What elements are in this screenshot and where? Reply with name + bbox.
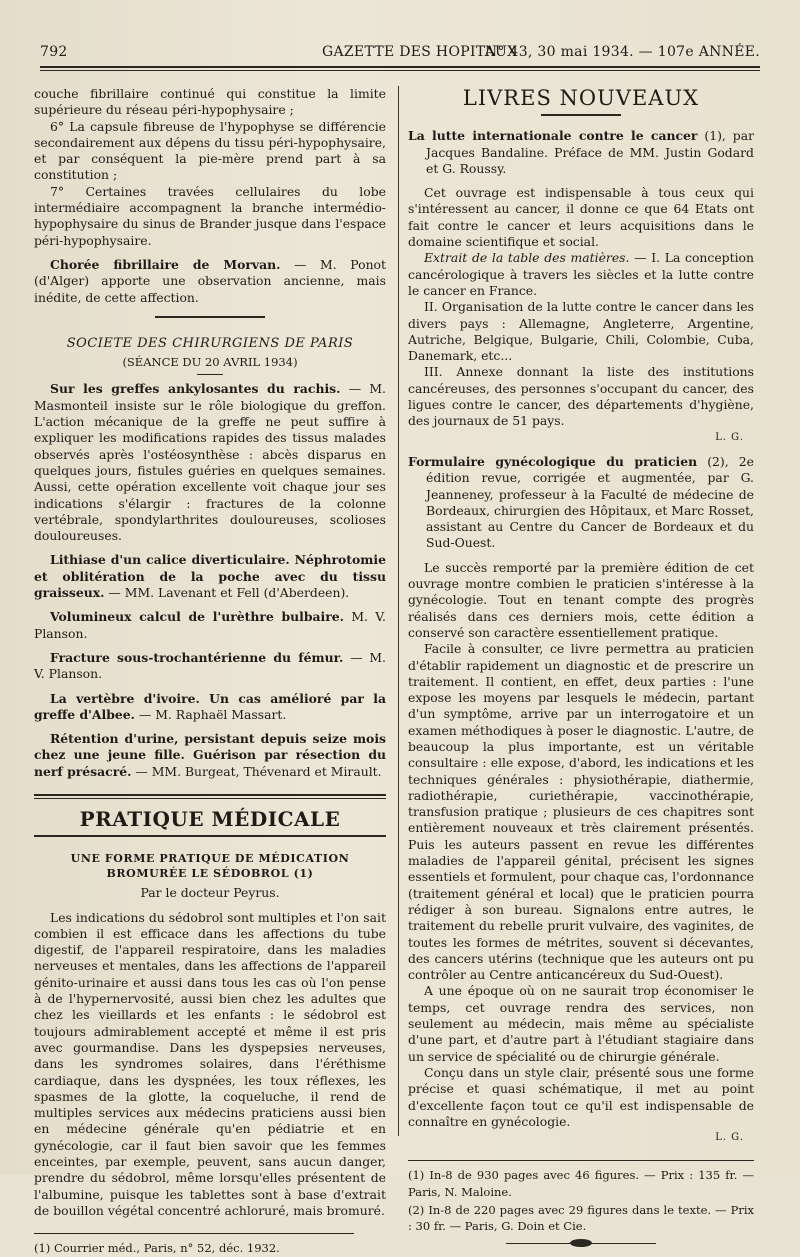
item-title: Volumineux calcul de l'urèthre bulbaire.: [50, 609, 344, 625]
double-rule: [34, 794, 386, 796]
chorde-author: — M. Ponot (d'Alger): [34, 256, 386, 289]
book-paragraph: A une époque où on ne saurait trop économiser le temps, cet ouvrage rendra des services, non seulement au médecin, mais même au spécialiste d'une part, et d'autre part à l'étudiant stagiaire dans un service de spécialité ou de chirurgie générale.: [408, 983, 754, 1064]
article-byline: Par le docteur Peyrus.: [140, 885, 280, 901]
item-text: — M. Raphaël Massart.: [134, 706, 287, 722]
issue-info: N° 43, 30 mai 1934. — 107e ANNÉE.: [484, 44, 760, 60]
society-heading: SOCIETE DES CHIRURGIENS DE PARIS: [66, 335, 354, 351]
book-reference: (1), par Jacques Bandaline. Préface de MM. Justin Godard et G. Roussy.: [426, 128, 755, 176]
session-item: [34, 691, 386, 724]
chorde-entry: [34, 257, 386, 306]
book-entry-heading: [408, 454, 754, 552]
item-text: — M. V. Planson.: [34, 649, 386, 682]
footnote-rule: [34, 1233, 354, 1234]
book-paragraph: III. Annexe donnant la liste des institutions cancéreuses, des personnes s'occupant du cancer, des ligues contre le cancer, des départements d'hygiène, des journaux de 51 pays.: [408, 364, 754, 429]
intro-paragraph: 7° Certaines travées cellulaires du lobe intermédiaire accompagnent la branche intermédio-hypophysaire du sinus de Brander jusque dans l'espace péri-hypophysaire.: [34, 183, 386, 248]
footnote: (1) Courrier méd., Paris, n° 52, déc. 1932.: [34, 1241, 280, 1256]
chorde-text: apporte une observation ancienne, mais inédite, de cette affection.: [34, 273, 386, 305]
small-rule: [197, 374, 223, 375]
book-entry-heading: [408, 128, 754, 177]
book-paragraph: II. Organisation de la lutte contre le cancer dans les divers pays : Allemagne, Angleterre, Argentine, Autriche, Belgique, Bulgarie, Chili, Colombie, Cuba, Danemark, etc...: [408, 299, 754, 364]
footnote: (2) In-8 de 220 pages avec 29 figures dans le texte. — Prix : 30 fr. — Paris, G. Doin et Cie.: [408, 1203, 754, 1234]
left-column: [34, 86, 386, 1257]
signature: L. G.: [715, 431, 744, 443]
footnote-rule: [408, 1160, 754, 1161]
double-rule-thin: [34, 798, 386, 799]
item-title: Rétention d'urine, persistant depuis seize mois chez une jeune fille. Guérison par résection du nerf présacré.: [34, 731, 386, 779]
item-title: Sur les greffes ankylosantes du rachis.: [50, 381, 341, 397]
toc-text: — I. La conception cancérologique à travers les siècles et la lutte contre le cancer en France.: [408, 250, 754, 298]
intro-paragraph: couche fibrillaire continué qui constitue la limite supérieure du réseau péri-hypophysaire ;: [34, 86, 386, 118]
item-title: La vertèbre d'ivoire. Un cas amélioré par la greffe d'Albee.: [34, 690, 386, 722]
item-text: M. V. Planson.: [34, 609, 386, 641]
book-reference: (2), 2e édition revue, corrigée et augmentée, par G. Jeanneney, professeur à la Faculté de médecine de Bordeaux, chirurgien des Hôpitaux, et Marc Rosset, assistant au Centre du Cancer de Bordeaux et du Sud-Ouest.: [426, 453, 754, 551]
toc-label: Extrait de la table des matières.: [424, 250, 630, 266]
item-title: Lithiase d'un calice diverticulaire. Néphrotomie et oblitération de la poche avec du tissu graisseux.: [34, 552, 386, 601]
item-title: Fracture sous-trochantérienne du fémur.: [50, 649, 344, 665]
page-number: 792: [40, 44, 68, 60]
footnote: (1) In-8 de 930 pages avec 46 figures. — Prix : 135 fr. — Paris, N. Maloine.: [408, 1168, 754, 1199]
book-title: La lutte internationale contre le cancer: [408, 128, 698, 144]
book-paragraph: Cet ouvrage est indispensable à tous ceux qui s'intéressent au cancer, il donne ce que 64 Etats ont fait contre le cancer et leurs acquisitions dans le domaine scientifique et social.: [408, 185, 754, 250]
book-paragraph: Facile à consulter, ce livre permettra au praticien d'établir rapidement un diagnostic et de prescrire un traitement. Il contient, en effet, deux parties : l'une expose les moyens par lesquels le médecin, partant d'un symptôme, arrive par un interrogatoire et un examen méthodiques à poser le diagnostic. L'autre, de beaucoup la plus importante, est un véritable consultaire : elle expose, d'abord, les indications et les techniques générales : physiothérapie, diathermie, radiothérapie, curiethérapie, vaccinothérapie, transfusion pratique ; plusieurs de ces chapitres sont entièrement nouveaux et très clairement présentés. Puis les auteurs passent en revue les différentes maladies de l'appareil génital, précisent les signes essentiels et formulent, pour chaque cas, l'ordonnance (traitement général et local) que le praticien pourra rédiger à son bureau. Signalons entre autres, le traitement du rebelle prurit vulvaire, des vaginites, de toutes les formes de métrites, souvent si décevantes, des cancers utérins (technique que les auteurs ont pu contrôler au Centre anticancéreux du Sud-Ouest).: [408, 641, 754, 983]
item-text: — MM. Lavenant et Fell (d'Aberdeen).: [104, 585, 350, 601]
end-ornament: [506, 1243, 656, 1244]
seance-date: (SÉANCE DU 20 AVRIL 1934): [122, 355, 298, 370]
session-item: [34, 552, 386, 601]
session-item: [34, 609, 386, 642]
section-rule: [155, 316, 265, 318]
section-title: LIVRES NOUVEAUX: [462, 86, 700, 110]
book-paragraph: [408, 250, 754, 299]
session-item: [34, 381, 386, 544]
session-item: [34, 731, 386, 780]
section-rule: [541, 114, 621, 116]
journal-name: GAZETTE DES HOPITAUX: [322, 44, 518, 60]
intro-paragraph: 6° La capsule fibreuse de l'hypophyse se différencie secondairement aux dépens du tissu péri-hypophysaire, et par conséquent la pie-mère prend part à sa constitution ;: [34, 118, 386, 183]
book-paragraph: Conçu dans un style clair, présenté sous une forme précise et quasi schématique, il met au point d'excellente façon tout ce qu'il est indispensable de connaître en gynécologie.: [408, 1064, 754, 1129]
chorde-title: Chorée fibrillaire de Morvan.: [50, 256, 281, 272]
signature: L. G.: [715, 1132, 744, 1144]
session-item: [34, 650, 386, 683]
book-paragraph: Le succès remporté par la première édition de cet ouvrage montre combien le praticien s'intéresse à la gynécologie. Tout en tenant compte des progrès réalisés dans ces derniers mois, cette édition a conservé son caractère essentiellement pratique.: [408, 559, 754, 640]
section-title: PRATIQUE MÉDICALE: [79, 806, 341, 831]
book-title: Formulaire gynécologique du praticien: [408, 453, 698, 469]
header-rule-thin: [40, 70, 760, 71]
item-text: — M. Masmonteil insiste sur le rôle biologique du greffon. L'action mécanique de la greffe ne peut suffire à expliquer les modifications rapides des tissus malades observés après l'ostéosynthèse : abcès disparus en quelques jours, fistules guéries en quelques semaines. Aussi, cette opération excellente voit chaque jour ses indications s'élargir : fractures de la colonne vertébrale, spondylarthrites douloureuses, scolioses douloureuses.: [34, 381, 386, 544]
item-text: — MM. Burgeat, Thévenard et Mirault.: [131, 763, 382, 779]
header-rule: [40, 66, 760, 68]
column-divider: [398, 86, 399, 1136]
article-text: Les indications du sédobrol sont multiples et l'on sait combien il est efficace dans les affections du tube digestif, de l'appareil respiratoire, dans les maladies nerveuses et mentales, dans les affections de l'appareil génito-urinaire et aussi dans tous les cas où l'on pense à de l'hypernervosité, aussi bien chez les adultes que chez les vieillards et les enfants : le sédobrol est toujours admirablement accepté et même il est pris avec gourmandise. Dans les dyspepsies nerveuses, dans les syndromes solaires, dans l'éréthisme cardiaque, dans les dyspnées, les toux réflexes, les spasmes de la glotte, la coqueluche, il rend de multiples services aux médecins praticiens aussi bien en médecine générale qu'en pédiatrie et en gynécologie, car il faut bien savoir que les femmes enceintes, par exemple, peuvent, sans aucun danger, prendre du sédobrol, même lorsqu'elles présentent de l'albumine, puisque les tablettes sont à base d'extrait de bouillon végétal concentré achloruré, mais bromuré.: [34, 909, 386, 1218]
right-column: [408, 86, 754, 1244]
title-rule: [34, 835, 386, 837]
article-title: UNE FORME PRATIQUE DE MÉDICATION BROMURÉE LE SÉDOBROL (1): [70, 852, 350, 881]
